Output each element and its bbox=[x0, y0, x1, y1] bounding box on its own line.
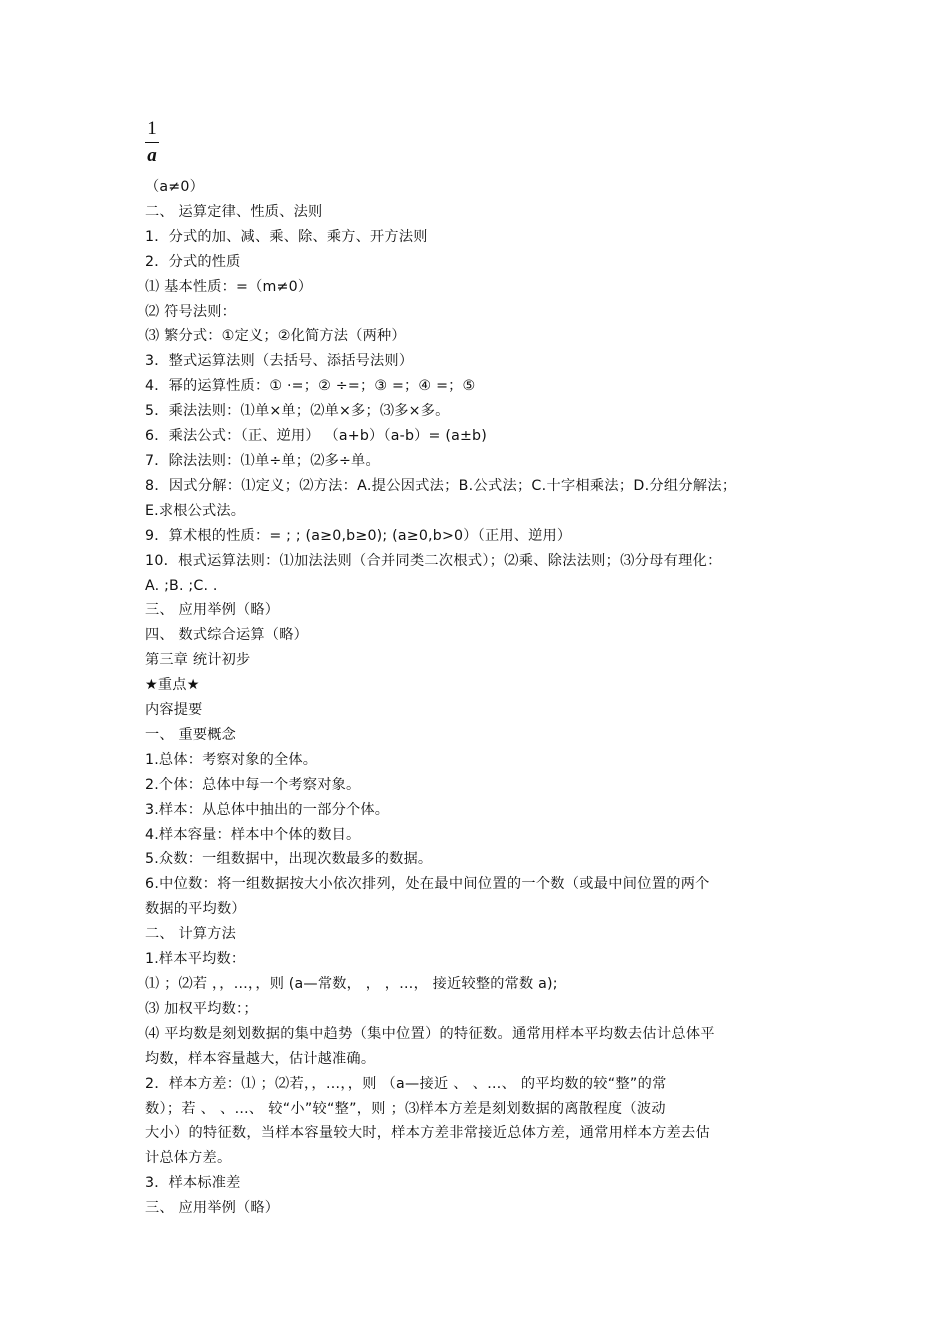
text-line: A. ;B. ;C. . bbox=[145, 577, 218, 594]
text-line: 1.样本平均数： bbox=[145, 951, 246, 968]
text-line: 3．样本标准差 bbox=[145, 1175, 241, 1192]
text-line: ⑴ 基本性质：=（m≠0） bbox=[145, 278, 313, 295]
text-line: 3.样本：从总体中抽出的一部分个体。 bbox=[145, 801, 390, 818]
text-line: 3．整式运算法则（去括号、添括号法则） bbox=[145, 353, 414, 370]
text-line: 6．乘法公式：（正、逆用） （a+b）（a-b）= (a±b) bbox=[145, 428, 487, 445]
text-line: 2．分式的性质 bbox=[145, 253, 241, 270]
text-line: 5.众数：一组数据中，出现次数最多的数据。 bbox=[145, 851, 433, 868]
text-line: 计总体方差。 bbox=[145, 1150, 232, 1167]
section-heading: 二、 运算定律、性质、法则 bbox=[145, 203, 323, 220]
text-line: 2.个体：总体中每一个考察对象。 bbox=[145, 776, 361, 793]
fraction-one-over-a bbox=[145, 118, 159, 166]
section-heading: 一、 重要概念 bbox=[145, 726, 237, 743]
text-line: ⑴ ；⑵若 ，，…，，则 (a—常数， ， ，…， 接近较整的常数 a); bbox=[145, 976, 558, 992]
key-points-label: ★重点★ bbox=[145, 677, 200, 694]
section-heading: 三、 应用举例（略） bbox=[145, 602, 280, 619]
text-line: ⑵ 符号法则： bbox=[145, 303, 237, 320]
text-line: ⑷ 平均数是刻划数据的集中趋势（集中位置）的特征数。通常用样本平均数去估计总体平 bbox=[145, 1025, 715, 1042]
fraction-bar bbox=[145, 142, 159, 143]
text-line: 4．幂的运算性质：① ·=；② ÷=；③ =；④ =；⑤ bbox=[145, 378, 476, 395]
text-line: 10．根式运算法则：⑴加法法则（合并同类二次根式）；⑵乘、除法法则；⑶分母有理化： bbox=[145, 552, 722, 569]
section-heading: 四、 数式综合运算（略） bbox=[145, 627, 308, 644]
document-body bbox=[145, 175, 825, 1221]
text-line: ⑶ 加权平均数：； bbox=[145, 1000, 258, 1017]
text-line: ⑶ 繁分式：①定义；②化简方法（两种） bbox=[145, 328, 406, 345]
text-line: 7．除法法则：⑴单÷单；⑵多÷单。 bbox=[145, 452, 380, 469]
text-line: 大小）的特征数，当样本容量较大时，样本方差非常接近总体方差，通常用样本方差去估 bbox=[145, 1125, 711, 1142]
text-line: 5．乘法法则：⑴单×单；⑵单×多；⑶多×多。 bbox=[145, 403, 450, 420]
fraction-numerator: 1 bbox=[147, 118, 157, 139]
chapter-title: 第三章 统计初步 bbox=[145, 652, 251, 669]
text-line: 1.总体：考察对象的全体。 bbox=[145, 751, 318, 768]
text-line: E.求根公式法。 bbox=[145, 502, 246, 519]
text-line: 6.中位数：将一组数据按大小依次排列，处在最中间位置的一个数（或最中间位置的两个 bbox=[145, 876, 710, 893]
text-line: （a≠0） bbox=[145, 179, 204, 195]
section-heading: 二、 计算方法 bbox=[145, 926, 237, 943]
text-line: 2．样本方差：⑴ ；⑵若，，…，，则 （a—接近 、 、…、 的平均数的较“整”的常 bbox=[145, 1075, 667, 1092]
text-line: 均数，样本容量越大，估计越准确。 bbox=[145, 1050, 376, 1067]
summary-label: 内容提要 bbox=[145, 702, 203, 719]
text-line: 8．因式分解：⑴定义；⑵方法：A.提公因式法；B.公式法；C.十字相乘法；D.分组分解法； bbox=[145, 477, 737, 494]
text-line: 4.样本容量：样本中个体的数目。 bbox=[145, 826, 361, 843]
text-line: 1．分式的加、减、乘、除、乘方、开方法则 bbox=[145, 228, 428, 245]
fraction-denominator: a bbox=[147, 145, 157, 166]
text-line: 数）；若 、 、…、 较“小”较“整”，则 ；⑶样本方差是刻划数据的离散程度（波动 bbox=[145, 1100, 666, 1117]
section-heading: 三、 应用举例（略） bbox=[145, 1200, 280, 1217]
text-line: 数据的平均数） bbox=[145, 901, 246, 918]
text-line: 9．算术根的性质：= ; ; (a≥0,b≥0); (a≥0,b>0）（正用、逆用） bbox=[145, 527, 572, 544]
